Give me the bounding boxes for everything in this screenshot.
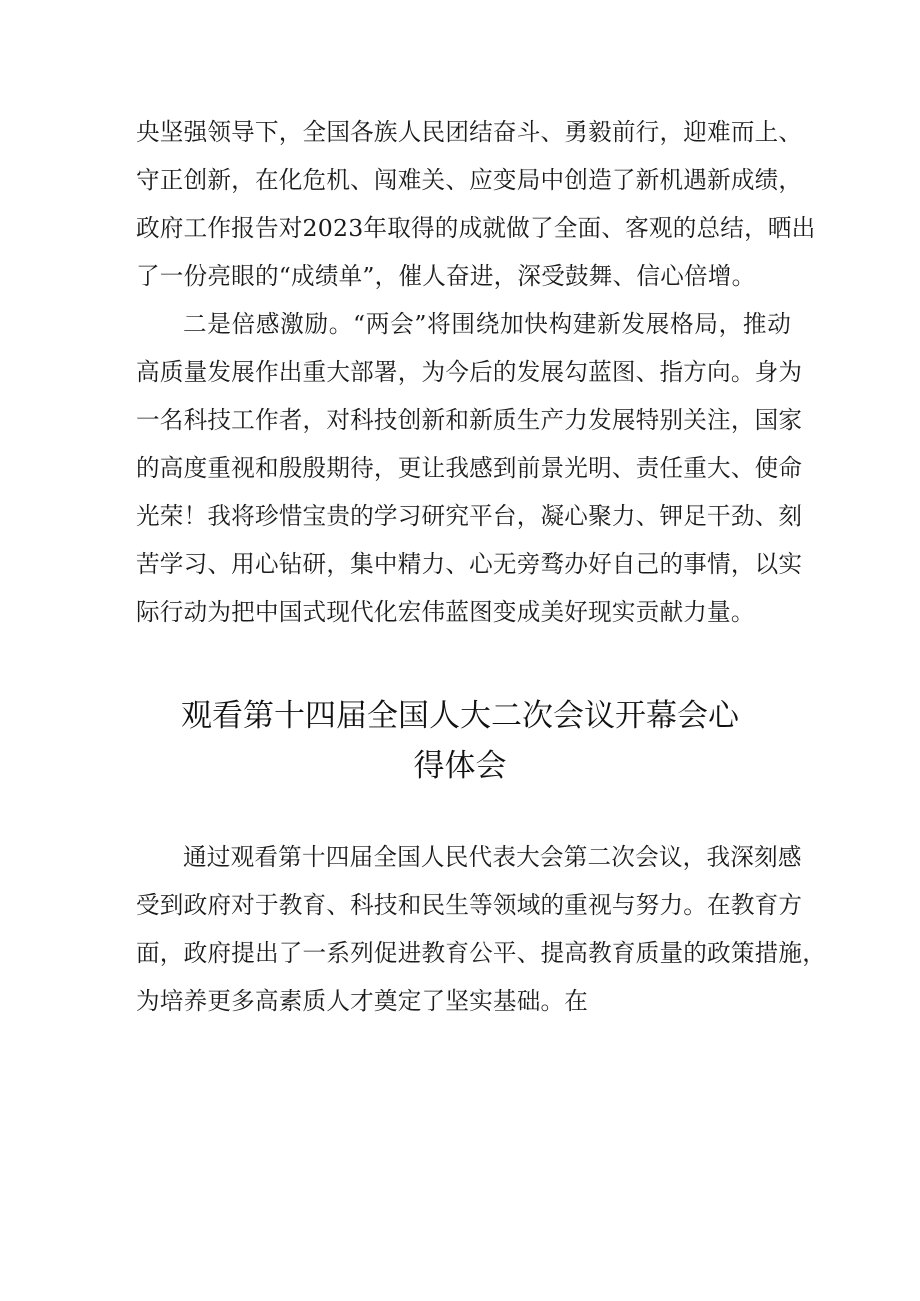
heading-line-1: 观看第十四届全国人大二次会议开幕会心 (181, 698, 739, 734)
text-line: 际行动为把中国式现代化宏伟蓝图变成美好现实贡献力量。 (136, 598, 755, 626)
text-line: 二是倍感激励。“两会”将围绕加快构建新发展格局，推动 (183, 310, 791, 338)
text-line: 央坚强领导下，全国各族人民团结奋斗、勇毅前行，迎难而上、 (136, 118, 803, 146)
text-line: 一名科技工作者，对科技创新和新质生产力发展特别关注，国家 (136, 406, 803, 434)
text-line: 为培养更多高素质人才奠定了坚实基础。在 (136, 987, 589, 1015)
heading-line-2: 得体会 (413, 748, 507, 784)
text-line: 高质量发展作出重大部署，为今后的发展勾蓝图、指方向。身为 (136, 358, 803, 386)
text-line: 受到政府对于教育、科技和民生等领域的重视与努力。在教育方 (136, 891, 803, 919)
text-line: 的高度重视和殷殷期待，更让我感到前景光明、责任重大、使命 (136, 454, 803, 482)
text-line: 面，政府提出了一系列促进教育公平、提高教育质量的政策措施， (136, 939, 827, 967)
text-line: 苦学习、用心钻研，集中精力、心无旁骛办好自己的事情，以实 (136, 550, 803, 578)
text-line: 光荣！我将珍惜宝贵的学习研究平台，凝心聚力、钾足干劲、刻 (136, 502, 803, 530)
text-line: 守正创新，在化危机、闯难关、应变局中创造了新机遇新成绩， (136, 166, 803, 194)
text-line: 了一份亮眼的“成绩单”，催人奋进，深受鼓舞、信心倍增。 (136, 262, 756, 290)
text-line: 通过观看第十四届全国人民代表大会第二次会议，我深刻感 (183, 843, 802, 871)
text-line: 政府工作报告对2023年取得的成就做了全面、客观的总结，晒出 (136, 214, 816, 242)
